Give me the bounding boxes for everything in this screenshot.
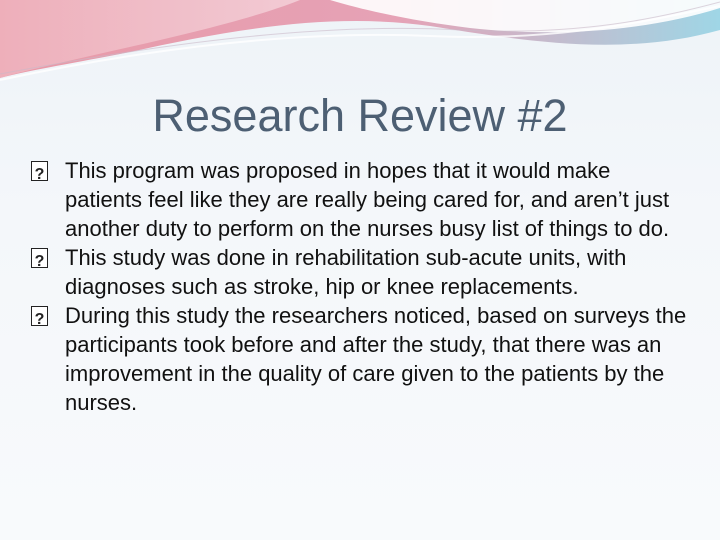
missing-glyph-bullet-icon	[31, 248, 48, 268]
bullet-item	[28, 301, 688, 417]
bullet-list	[28, 156, 688, 417]
decorative-header-wave	[0, 0, 720, 90]
bullet-text: This study was done in rehabilitation sub-acute units, with diagnoses such as stroke, hip or knee replacements.	[65, 245, 627, 299]
bullet-text: During this study the researchers noticed, based on surveys the participants took before and after the study, that there was an improvement in the quality of care given to the patients by the nurses.	[65, 303, 687, 415]
missing-glyph-bullet-icon	[31, 161, 48, 181]
bullet-text: This program was proposed in hopes that it would make patients feel like they are really being cared for, and aren’t just another duty to perform on the nurses busy list of things to do.	[65, 158, 670, 241]
bullet-item	[28, 156, 688, 243]
slide-title: Research Review #2	[152, 90, 568, 141]
missing-glyph-bullet-icon	[31, 306, 48, 326]
bullet-item	[28, 243, 688, 301]
